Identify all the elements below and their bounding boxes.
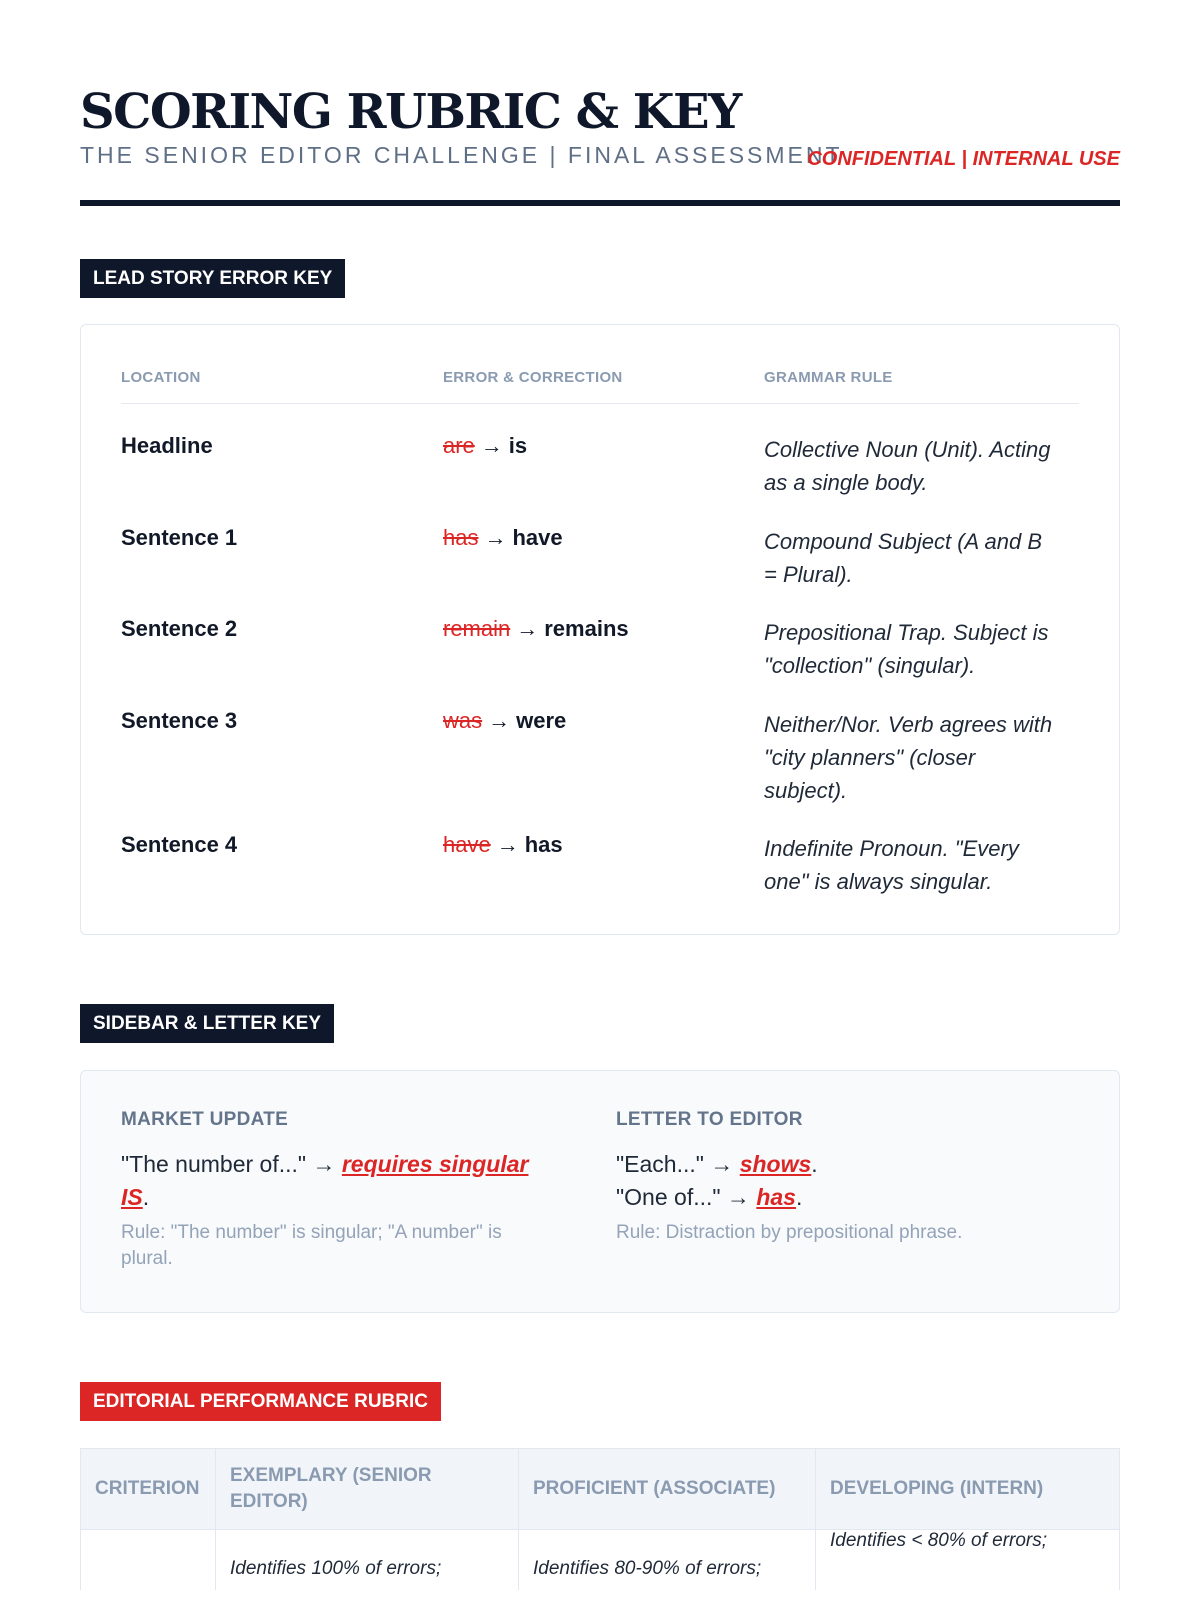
row-correction — [443, 525, 563, 551]
error-word: are — [443, 433, 475, 458]
row-location: Sentence 1 — [121, 525, 238, 550]
answer-suffix: . — [795, 1184, 803, 1210]
rubric-cell-criterion — [81, 1530, 215, 1590]
corrected-word: have — [512, 525, 563, 550]
page-title: SCORING RUBRIC & KEY — [80, 84, 741, 140]
answer-line — [616, 1181, 1046, 1214]
answer-highlight: shows — [739, 1151, 812, 1177]
lead-story-label: LEAD STORY ERROR KEY — [80, 259, 345, 298]
letter-to-editor-rule: Rule: Distraction by prepositional phrase. — [616, 1222, 963, 1243]
answer-highlight: requires singular IS — [121, 1151, 529, 1210]
row-location: Sentence 3 — [121, 708, 238, 733]
answer-prefix: "One of..." → — [616, 1184, 757, 1210]
row-correction — [443, 616, 629, 642]
letter-to-editor-heading: LETTER TO EDITOR — [616, 1109, 803, 1130]
cell-text: Identifies 80-90% of errors; — [533, 1558, 762, 1579]
error-word: has — [443, 525, 479, 550]
error-word: was — [443, 708, 483, 733]
corrected-word: is — [508, 433, 528, 458]
row-correction — [443, 433, 527, 459]
arrow-icon: → — [488, 708, 511, 733]
answer-suffix: . — [811, 1151, 818, 1177]
confidential-notice: CONFIDENTIAL | INTERNAL USE — [807, 148, 1120, 170]
error-word: have — [443, 832, 491, 857]
row-correction — [443, 708, 566, 734]
answer-prefix: "Each..." → — [616, 1151, 740, 1177]
row-rule: Prepositional Trap. Subject is "collection" (singular). — [764, 620, 1049, 678]
rubric-cell-exemplary — [215, 1530, 518, 1590]
row-rule: Neither/Nor. Verb agrees with "city planners" (closer subject). — [764, 712, 1053, 803]
rubric-header-criterion: CRITERION — [95, 1478, 200, 1499]
rubric-header-proficient: PROFICIENT (ASSOCIATE) — [518, 1449, 815, 1529]
corrected-word: remains — [544, 616, 629, 641]
column-header-grammar-rule: GRAMMAR RULE — [764, 369, 893, 386]
arrow-icon: → — [496, 832, 519, 857]
arrow-icon: → — [480, 433, 503, 458]
cell-text: Identifies < 80% of errors; — [830, 1530, 1048, 1551]
error-word: remain — [443, 616, 511, 641]
answer-highlight: has — [756, 1184, 796, 1210]
header-divider — [121, 403, 1079, 404]
rubric-label: EDITORIAL PERFORMANCE RUBRIC — [80, 1382, 441, 1421]
row-rule: Indefinite Pronoun. "Every one" is always singular. — [764, 836, 1019, 894]
sidebar-letter-card — [80, 1070, 1120, 1313]
rubric-table — [80, 1448, 1120, 1590]
answer-suffix: . — [142, 1184, 150, 1210]
rubric-header-row — [81, 1449, 1119, 1530]
market-update-rule: Rule: "The number" is singular; "A number" is plural. — [121, 1222, 502, 1269]
answer-prefix: "The number of..." → — [121, 1151, 342, 1177]
market-update-column — [121, 1109, 551, 1272]
market-update-heading: MARKET UPDATE — [121, 1109, 289, 1130]
lead-story-card — [80, 324, 1120, 935]
cell-text: Identifies 100% of errors; — [230, 1558, 442, 1579]
rubric-header-developing: DEVELOPING (INTERN) — [815, 1449, 1121, 1529]
title-divider — [80, 200, 1120, 206]
arrow-icon: → — [516, 616, 539, 641]
rubric-cell-developing — [815, 1530, 1121, 1590]
letter-to-editor-column — [616, 1109, 1046, 1246]
letter-to-editor-answer — [616, 1148, 1046, 1214]
column-header-error-correction: ERROR & CORRECTION — [443, 369, 623, 386]
market-update-answer — [121, 1148, 551, 1214]
corrected-word: were — [516, 708, 567, 733]
rubric-header-exemplary: EXEMPLARY (SENIOR EDITOR) — [215, 1449, 518, 1529]
row-rule: Compound Subject (A and B = Plural). — [764, 529, 1043, 587]
row-correction — [443, 832, 563, 858]
sidebar-letter-label: SIDEBAR & LETTER KEY — [80, 1004, 334, 1043]
row-location: Sentence 2 — [121, 616, 238, 641]
page-subtitle: THE SENIOR EDITOR CHALLENGE | FINAL ASSESSMENT — [80, 142, 843, 168]
corrected-word: has — [524, 832, 563, 857]
row-location: Headline — [121, 433, 213, 458]
row-rule: Collective Noun (Unit). Acting as a single body. — [764, 437, 1051, 495]
answer-line — [616, 1148, 1046, 1181]
rubric-cell-proficient — [518, 1530, 815, 1590]
row-location: Sentence 4 — [121, 832, 238, 857]
arrow-icon: → — [484, 525, 507, 550]
column-header-location: LOCATION — [121, 369, 201, 386]
rubric-row — [81, 1530, 1119, 1590]
